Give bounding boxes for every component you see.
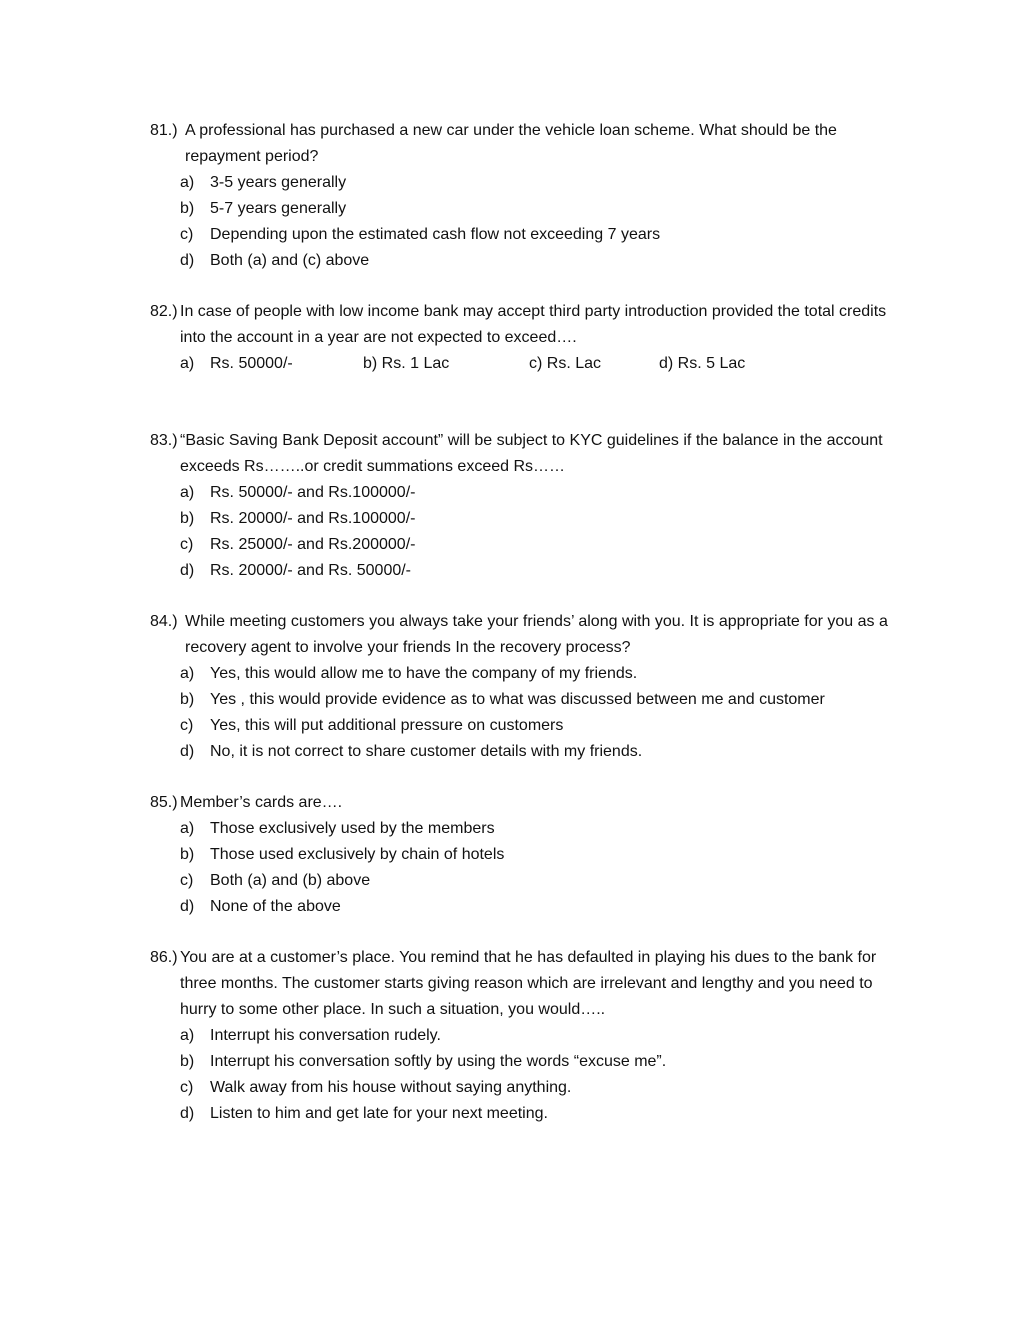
option-text: Rs. 50000/- and Rs.100000/- (210, 484, 416, 501)
option-letter: b) (180, 1053, 195, 1070)
option-c (150, 1075, 910, 1101)
option-text: Those exclusively used by the members (210, 820, 495, 837)
option-d (150, 248, 910, 274)
option-b (150, 687, 910, 713)
question-number: 81.) (150, 122, 178, 139)
option-letter: c) (180, 226, 194, 243)
option-text: b) Rs. 1 Lac (363, 355, 450, 372)
option-letter: b) (180, 691, 195, 708)
option-b (150, 506, 910, 532)
option-text: d) Rs. 5 Lac (659, 355, 746, 372)
question-84 (150, 609, 910, 765)
option-text: No, it is not correct to share customer details with my friends. (210, 743, 643, 760)
option-text: Both (a) and (c) above (210, 252, 370, 269)
question-number: 83.) (150, 432, 178, 449)
option-text: Depending upon the estimated cash flow not exceeding 7 years (210, 226, 661, 243)
option-text: 5-7 years generally (210, 200, 347, 217)
option-a (150, 1023, 910, 1049)
question-number: 86.) (150, 949, 178, 966)
question-text: While meeting customers you always take your friends’ along with you. It is appropriate for you as a recovery agent to involve your friends In the recovery process? (185, 613, 888, 656)
option-c (150, 222, 910, 248)
option-text: Yes, this will put additional pressure on customers (210, 717, 564, 734)
option-letter: d) (180, 1105, 195, 1122)
option-d (150, 1101, 910, 1127)
option-b (150, 842, 910, 868)
option-d (659, 351, 745, 377)
option-text: Yes, this would allow me to have the company of my friends. (210, 665, 638, 682)
option-text: Interrupt his conversation softly by using the words “excuse me”. (210, 1053, 667, 1070)
option-text: Rs. 50000/- (210, 355, 293, 372)
option-a (150, 816, 910, 842)
option-a (150, 480, 910, 506)
option-letter: b) (180, 510, 195, 527)
option-letter: b) (180, 200, 195, 217)
option-b (150, 1049, 910, 1075)
question-number: 82.) (150, 303, 178, 320)
option-letter: a) (180, 484, 195, 501)
option-text: c) Rs. Lac (529, 355, 602, 372)
option-text: 3-5 years generally (210, 174, 347, 191)
question-header (150, 609, 910, 661)
option-text: Rs. 20000/- and Rs.100000/- (210, 510, 416, 527)
question-83 (150, 428, 910, 584)
question-text: You are at a customer’s place. You remind that he has defaulted in playing his dues to the bank for three months. The customer starts giving reason which are irrelevant and lengthy and you need to hurry to some other place. In such a situation, you would….. (180, 949, 877, 1018)
option-text: Interrupt his conversation rudely. (210, 1027, 441, 1044)
options-list (150, 170, 910, 274)
question-text: Member’s cards are…. (180, 794, 343, 811)
question-header (150, 945, 910, 1023)
option-text: Walk away from his house without saying anything. (210, 1079, 572, 1096)
question-number: 84.) (150, 613, 178, 630)
question-82 (150, 299, 910, 377)
option-letter: a) (180, 820, 195, 837)
option-text: Those used exclusively by chain of hotels (210, 846, 505, 863)
question-86 (150, 945, 910, 1127)
question-text: “Basic Saving Bank Deposit account” will be subject to KYC guidelines if the balance in the account exceeds Rs……..or credit summations exceed Rs…… (180, 432, 883, 475)
option-letter: c) (180, 1079, 194, 1096)
option-c (150, 532, 910, 558)
option-text: Both (a) and (b) above (210, 872, 371, 889)
option-text: Listen to him and get late for your next meeting. (210, 1105, 548, 1122)
option-c (529, 351, 601, 377)
question-header (150, 299, 910, 351)
option-text: Rs. 25000/- and Rs.200000/- (210, 536, 416, 553)
option-text: Yes , this would provide evidence as to what was discussed between me and customer (210, 691, 825, 708)
option-letter: c) (180, 717, 194, 734)
question-text: A professional has purchased a new car under the vehicle loan scheme. What should be the repayment period? (185, 122, 837, 165)
option-letter: c) (180, 872, 194, 889)
option-c (150, 713, 910, 739)
option-d (150, 894, 910, 920)
option-d (150, 558, 910, 584)
option-letter: a) (180, 355, 195, 372)
option-letter: a) (180, 174, 195, 191)
option-text: None of the above (210, 898, 341, 915)
options-list (150, 1023, 910, 1127)
question-text: In case of people with low income bank may accept third party introduction provided the total credits into the account in a year are not expected to exceed…. (180, 303, 887, 346)
question-number: 85.) (150, 794, 178, 811)
option-text: Rs. 20000/- and Rs. 50000/- (210, 562, 412, 579)
options-row (150, 351, 910, 377)
question-header (150, 118, 910, 170)
option-letter: a) (180, 665, 195, 682)
option-a (150, 170, 910, 196)
options-list (150, 661, 910, 765)
option-letter: d) (180, 743, 195, 760)
question-85 (150, 790, 910, 920)
option-letter: d) (180, 252, 195, 269)
options-list (150, 816, 910, 920)
option-d (150, 739, 910, 765)
option-letter: b) (180, 846, 195, 863)
question-header (150, 428, 910, 480)
option-letter: d) (180, 562, 195, 579)
question-header (150, 790, 910, 816)
option-a (150, 661, 910, 687)
options-list (150, 480, 910, 584)
option-letter: c) (180, 536, 194, 553)
question-81 (150, 118, 910, 274)
option-letter: a) (180, 1027, 195, 1044)
option-b (363, 351, 449, 377)
option-a (180, 351, 293, 377)
option-b (150, 196, 910, 222)
option-letter: d) (180, 898, 195, 915)
option-c (150, 868, 910, 894)
